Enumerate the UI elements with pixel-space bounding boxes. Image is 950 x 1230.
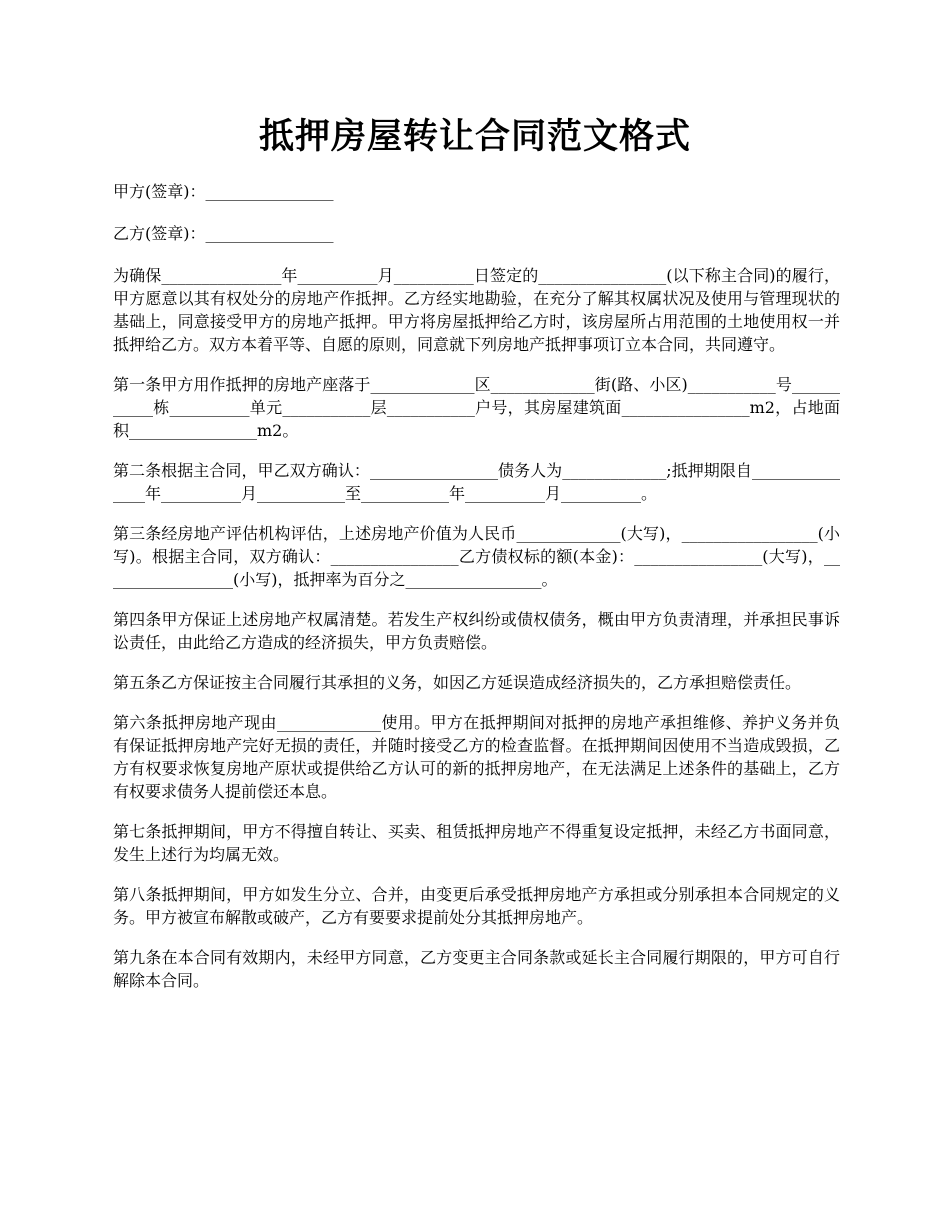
document-body	[113, 180, 840, 1009]
party-b-signature-line: 乙方(签章)：________________	[113, 224, 334, 243]
article-6: 第六条抵押房地产现由_____________使用。甲方在抵押期间对抵押的房地产承担维修、养护义务并负有保证抵押房地产完好无损的责任，并随时接受乙方的检查监督。在抵押期间因使用不当造成毁损，乙方有权要求恢复房地产原状或提供给乙方认可的新的抵押房地产，在无法满足上述条件的基础上，乙方有权要求债务人提前偿还本息。	[113, 713, 840, 801]
article-8: 第八条抵押期间，甲方如发生分立、合并，由变更后承受抵押房地产方承担或分别承担本合同规定的义务。甲方被宣布解散或破产，乙方有要要求提前处分其抵押房地产。	[113, 885, 840, 927]
preamble-paragraph: 为确保_______________年__________月__________日签定的________________(以下称主合同)的履行，甲方愿意以其有权处分的房地产作抵押。乙方经实地勘验，在充分了解其权属状况及使用与管理现状的基础上，同意接受甲方的房地产抵押。甲方将房屋抵押给乙方时，该房屋所占用范围的土地使用权一并抵押给乙方。双方本着平等、自愿的原则，同意就下列房地产抵押事项订立本合同，共同遵守。	[113, 266, 840, 354]
document-title: 抵押房屋转让合同范文格式	[258, 116, 691, 157]
article-4: 第四条甲方保证上述房地产权属清楚。若发生产权纠纷或债权债务，概由甲方负责清理，并承担民事诉讼责任，由此给乙方造成的经济损失，甲方负责赔偿。	[113, 610, 840, 652]
article-9: 第九条在本合同有效期内，未经甲方同意，乙方变更主合同条款或延长主合同履行期限的，甲方可自行解除本合同。	[113, 948, 840, 990]
article-1: 第一条甲方用作抵押的房地产座落于_____________区_____________街(路、小区)___________号___________栋__________单元___________层___________户号，其房屋建筑面________________m2，占地面积________________m2。	[113, 375, 840, 440]
article-2: 第二条根据主合同，甲乙双方确认：________________债务人为_____________;抵押期限自_______________年__________月___________至___________年__________月__________。	[113, 461, 840, 503]
party-a-signature-line: 甲方(签章)：________________	[113, 182, 334, 201]
article-3: 第三条经房地产评估机构评估，上述房地产价值为人民币_____________(大写)，_________________(小写)。根据主合同，双方确认：________________乙方债权标的额(本金)：________________(大写)，_________________(小写)，抵押率为百分之_________________。	[113, 524, 840, 589]
article-5: 第五条乙方保证按主合同履行其承担的义务，如因乙方延误造成经济损失的，乙方承担赔偿责任。	[113, 673, 802, 692]
article-7: 第七条抵押期间，甲方不得擅自转让、买卖、租赁抵押房地产不得重复设定抵押，未经乙方书面同意，发生上述行为均属无效。	[113, 822, 840, 864]
